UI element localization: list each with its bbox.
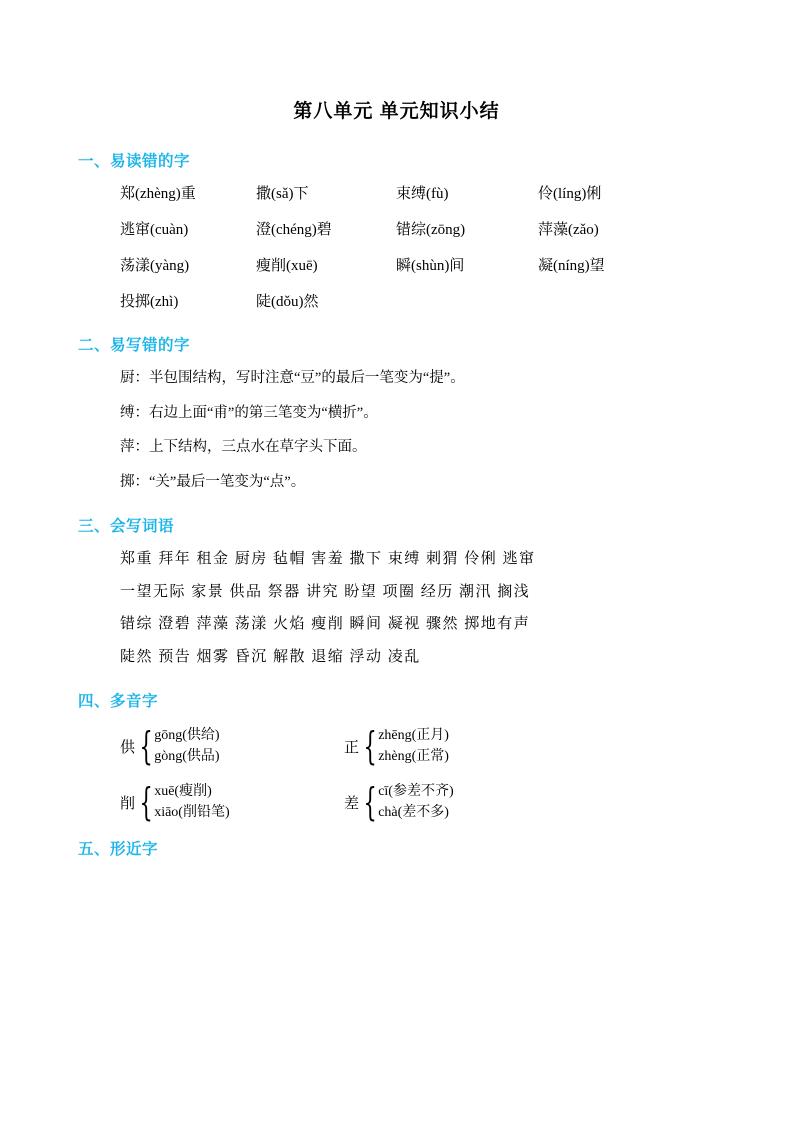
pinyin-row <box>120 293 715 311</box>
section-easily-miswritten <box>78 333 715 492</box>
explanation-line: 缚：右边上面“甫”的第三笔变为“横折”。 <box>120 404 378 421</box>
section-easily-misread <box>78 149 715 311</box>
word-line: 陡然 预告 烟雾 昏沉 解散 退缩 浮动 凌乱 <box>120 648 421 665</box>
section-words-to-write <box>78 514 715 667</box>
pinyin-row <box>120 257 715 275</box>
reading: zhèng(正常) <box>378 749 449 765</box>
section-heading: 五、形近字 <box>78 841 159 859</box>
brace-icon: { <box>363 780 377 825</box>
polyphone-row <box>120 781 715 823</box>
polyphone-char: 削 <box>120 795 136 812</box>
section-polyphonic-characters <box>78 689 715 823</box>
explanation-line: 掷：“关”最后一笔变为“点”。 <box>120 473 306 490</box>
word-line: 郑重 拜年 租金 厨房 毡帽 害羞 撒下 束缚 刺猬 伶俐 逃窜 <box>120 551 536 568</box>
reading: zhēng(正月) <box>378 728 449 744</box>
reading: gōng(供给) <box>154 728 220 744</box>
pinyin-cell <box>538 293 678 311</box>
word-line: 错综 澄碧 萍藻 荡漾 火焰 瘦削 瞬间 凝视 骤然 掷地有声 <box>120 616 531 633</box>
word-line: 一望无际 家景 供品 祭器 讲究 盼望 项圈 经历 潮汛 搁浅 <box>120 583 531 600</box>
pinyin-cell: 投掷(zhì) <box>120 294 179 310</box>
polyphone-grid <box>120 725 715 823</box>
section-heading: 一、易读错的字 <box>78 153 191 170</box>
polyphone-entry <box>344 781 454 823</box>
pinyin-cell: 逃窜(cuàn) <box>120 222 189 238</box>
pinyin-cell: 瘦削(xuē) <box>256 258 318 274</box>
pinyin-cell: 萍藻(zǎo) <box>538 222 599 238</box>
explanation-list <box>120 369 715 492</box>
polyphone-readings <box>378 781 453 823</box>
section-heading: 四、多音字 <box>78 693 159 711</box>
polyphone-entry <box>344 725 449 767</box>
reading: xiāo(削铅笔) <box>154 805 230 821</box>
pinyin-cell: 澄(chéng)碧 <box>256 222 332 238</box>
polyphone-char: 供 <box>120 739 136 756</box>
section-heading: 三、会写词语 <box>78 518 175 536</box>
section-heading: 二、易写错的字 <box>78 337 191 354</box>
polyphone-entry <box>120 725 344 767</box>
pinyin-cell: 伶(líng)俐 <box>538 186 602 202</box>
pinyin-cell: 凝(níng)望 <box>538 258 605 274</box>
brace-icon: { <box>139 724 153 769</box>
pinyin-row <box>120 185 715 203</box>
pinyin-row <box>120 221 715 239</box>
polyphone-char: 差 <box>344 795 360 812</box>
polyphone-entry <box>120 781 344 823</box>
reading: chà(差不多) <box>378 805 449 821</box>
explanation-line: 厨：半包围结构，写时注意“豆”的最后一笔变为“提”。 <box>120 370 465 386</box>
pinyin-cell: 陡(dǒu)然 <box>256 294 319 310</box>
pinyin-cell: 荡漾(yàng) <box>120 258 190 274</box>
polyphone-readings <box>154 781 229 823</box>
brace-icon: { <box>363 724 377 769</box>
pinyin-cell: 束缚(fù) <box>396 186 449 202</box>
pinyin-cell: 撒(sǎ)下 <box>256 186 309 202</box>
pinyin-cell: 错综(zōng) <box>396 222 466 238</box>
pinyin-grid <box>120 185 715 311</box>
explanation-line: 萍：上下结构，三点水在草字头下面。 <box>120 439 367 456</box>
brace-icon: { <box>139 780 153 825</box>
pinyin-cell: 瞬(shùn)间 <box>396 258 465 274</box>
polyphone-readings <box>154 725 219 767</box>
polyphone-char: 正 <box>344 739 360 756</box>
word-list <box>120 550 715 667</box>
polyphone-row <box>120 725 715 767</box>
polyphone-readings <box>378 725 449 767</box>
reading: cī(参差不齐) <box>378 784 454 800</box>
pinyin-cell <box>396 293 538 311</box>
reading: xuē(瘦削) <box>154 784 212 800</box>
section-similar-characters <box>78 837 715 859</box>
reading: gòng(供品) <box>154 749 220 765</box>
page-title: 第八单元 单元知识小结 <box>293 101 500 122</box>
pinyin-cell: 郑(zhèng)重 <box>120 186 196 202</box>
